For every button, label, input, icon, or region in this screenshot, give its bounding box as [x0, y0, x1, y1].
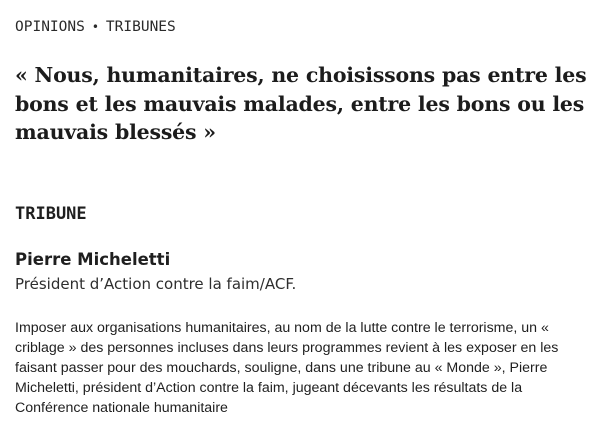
- author-name[interactable]: Pierre Micheletti: [15, 250, 171, 269]
- breadcrumb-separator: •: [91, 20, 99, 34]
- breadcrumb-opinions-link[interactable]: OPINIONS: [15, 19, 85, 35]
- breadcrumb: [15, 17, 176, 37]
- article-summary: Imposer aux organisations humanitaires, au nom de la lutte contre le terrorisme, un « criblage » des personnes incluses dans leurs programmes revient à les exposer en les faisant passer pour des mouchards, souligne, dans une tribune au « Monde », Pierre Micheletti, président d’Action contre la faim, jugeant décevants les résultats de la Conférence nationale humanitaire: [15, 320, 559, 416]
- article-type-label: TRIBUNE: [15, 204, 87, 224]
- breadcrumb-tribunes-link[interactable]: TRIBUNES: [105, 19, 176, 35]
- author-role: Président d’Action contre la faim/ACF.: [15, 275, 297, 293]
- article-title: « Nous, humanitaires, ne choisissons pas entre les bons et les mauvais malades, entre les bons ou les mauvais blessés »: [15, 63, 587, 144]
